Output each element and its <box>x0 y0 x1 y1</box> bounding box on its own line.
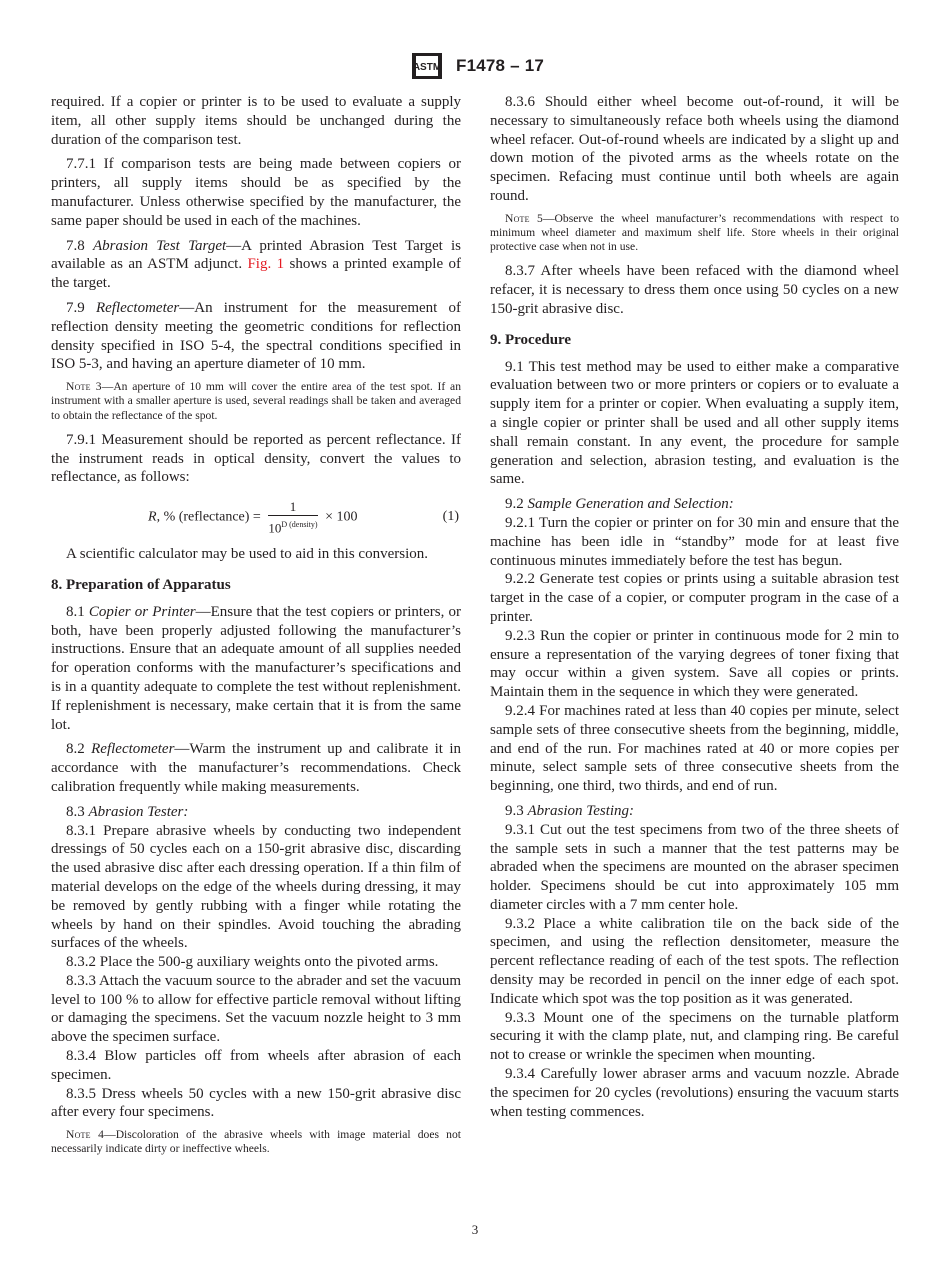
note-3-label: Note 3 <box>66 380 102 394</box>
astm-logo-icon <box>406 50 448 82</box>
paragraph-8-3-6: 8.3.6 Should either wheel become out-of-round, it will be necessary to simultaneously reface both wheels using the diamond wheel refacer. Out-of-round wheels are indicated by a slight up and down motion of the pivoted arms as the wheels rotate on the specimen. Refacing must continue until both wheels are again round. <box>490 94 899 204</box>
paragraph-8-3-4: 8.3.4 Blow particles off from wheels after abrasion of each specimen. <box>51 1048 461 1083</box>
paragraph-8-3-1: 8.3.1 Prepare abrasive wheels by conducting two independent dressings of 50 cycles each on a 150-grit abrasive disc, discarding the used abrasive disc after each dressing operation. If a thin film of material develops on the edge of the wheels during dressing, it may be removed by gently rubbing with a finger while rotating the wheels by hand on their spindles. Avoid touching the abrading surfaces of the wheels. <box>51 822 461 952</box>
equation-fraction <box>268 499 317 535</box>
page-number: 3 <box>471 1222 479 1237</box>
svg-text:ASTM: ASTM <box>412 62 442 73</box>
paragraph-8-3-2: 8.3.2 Place the 500-g auxiliary weights onto the pivoted arms. <box>66 954 439 971</box>
paragraph-7-7-continued: required. If a copier or printer is to be used to evaluate a supply item, all other supply items should be unchanged during the duration of the comparison test. <box>51 94 461 148</box>
paragraph-9-2-1: 9.2.1 Turn the copier or printer on for 30 min and ensure that the machine has been idle in “standby” mode for at least five continuous minutes immediately before the test has begun. <box>490 514 899 569</box>
paragraph-9-3-3: 9.3.3 Mount one of the specimens on the turnable platform securing it with the clamp plate, nut, and clamping ring. Be careful not to crease or wrinkle the specimen when mounting. <box>490 1009 899 1064</box>
equation-number: (1) <box>442 509 459 525</box>
note-3: Note 3—An aperture of 10 mm will cover the entire area of the test spot. If an instrument with a smaller aperture is used, several readings shall be taken and averaged to obtain the reflectance of the spot. <box>51 380 461 422</box>
paragraph-9-2: 9.2 Sample Generation and Selection: <box>505 496 734 513</box>
paragraph-calculator: A scientific calculator may be used to aid in this conversion. <box>66 546 428 563</box>
paragraph-7-9: 7.9 Reflectometer—An instrument for the measurement of reflection density meeting the geometric conditions for reflection density specified in ISO 5-4, the spectral conditions specified in ISO 5-3, and having an aperture diameter of 10 mm. <box>51 299 461 373</box>
note-5-label: Note 5 <box>505 211 543 225</box>
paragraph-9-1: 9.1 This test method may be used to either make a comparative evaluation between two or more printers or copiers or to evaluate a supply item for a printer or copier. When evaluating a supply item, a single copier or printer shall be used and all other supply items shall remain constant. In any event, the procedure for sample generation and selection, abrasion testing, and evaluation is the same. <box>490 358 899 488</box>
paragraph-9-2-2: 9.2.2 Generate test copies or prints using a suitable abrasion test target in the case of a copier, or computer program in the case of a printer. <box>490 571 899 625</box>
paragraph-9-3-4: 9.3.4 Carefully lower abraser arms and vacuum nozzle. Abrade the specimen for 20 cycles (revolutions) ensuring the vacuum starts when testing commences. <box>490 1066 899 1120</box>
paragraph-8-1: 8.1 Copier or Printer—Ensure that the test copiers or printers, or both, have been properly adjusted following the manufacturer’s instructions. Ensure that an adequate amount of all supplies needed for operation conforms with the manufacturer’s specifications and is in a quantity adequate to complete the test without replenishment. If replenishment is necessary, make certain that it is from the same lot. <box>51 603 461 733</box>
paragraph-9-3-2: 9.3.2 Place a white calibration tile on the back side of the specimen, and using the reflection densitometer, measure the percent reflectance reading of each of the test spots. The reflection density may be recorded in pencil on the inner edge of each spot. Indicate which spot was the top position as it was generated. <box>490 915 899 1007</box>
fig-1-link[interactable]: Fig. 1 <box>247 256 285 273</box>
paragraph-7-7-1: 7.7.1 If comparison tests are being made between copiers or printers, all supply items should be as specified by the manufacturer. Unless otherwise specified by the manufacturer, the same paper should be used in each of the machines. <box>51 156 461 229</box>
equation-numerator: 1 <box>268 499 317 516</box>
note-5: Note 5—Observe the wheel manufacturer’s recommendations with respect to minimum wheel diameter and maximum shelf life. Store wheels in their original protective case when not in use. <box>490 211 899 254</box>
paragraph-8-2: 8.2 Reflectometer—Warm the instrument up and calibrate it in accordance with the manufacturer’s recommendations. Check calibration frequently while making measurements. <box>51 741 462 795</box>
section-heading-8: 8. Preparation of Apparatus <box>51 576 231 593</box>
note-4-label: Note 4 <box>66 1128 105 1142</box>
paragraph-9-2-4: 9.2.4 For machines rated at less than 40 copies per minute, select sample sets of three consecutive sheets from the beginning, middle, and end of the run. For machines rated at 40 or more copies per minute, select sample sets of three consecutive sheets from the beginning, one third, two thirds, and end of run. <box>490 702 899 795</box>
paragraph-8-3-7: 8.3.7 After wheels have been refaced with the diamond wheel refacer, it is necessary to dress them once using 50 cycles on a new 150-grit abrasive disc. <box>490 263 899 317</box>
paragraph-7-9-1: 7.9.1 Measurement should be reported as percent reflectance. If the instrument reads in optical density, convert the values to reflectance, as follows: <box>51 431 461 486</box>
paragraph-9-3-1: 9.3.1 Cut out the test specimens from two of the three sheets of the sample sets in such a manner that the test patterns may be abraded when the specimens are mounted on the abraser specimen holder. Specimens should be cut into approximately 105 mm diameter circles with a 7 mm center hole. <box>490 821 899 913</box>
section-heading-9: 9. Procedure <box>490 331 572 348</box>
right-column <box>490 93 899 1121</box>
equation-lhs: , % (reflectance) = <box>156 509 261 525</box>
paragraph-8-3-3: 8.3.3 Attach the vacuum source to the abrader and set the vacuum level to 100 % to allow for effective particle removal without lifting or damaging the specimens. Set the vacuum nozzle height to 3 mm above the specimen surface. <box>51 972 461 1046</box>
left-column <box>51 93 461 1165</box>
reflectance-equation <box>51 493 461 539</box>
page-header <box>0 50 950 84</box>
paragraph-9-3: 9.3 Abrasion Testing: <box>505 802 635 819</box>
reflectometer-term: Reflectometer <box>95 299 180 316</box>
paragraph-7-8: 7.8 Abrasion Test Target—A printed Abrasion Test Target is available as an ASTM adjunct. Fig. 1 shows a printed example of the target. <box>51 237 462 292</box>
paragraph-9-2-3: 9.2.3 Run the copier or printer in continuous mode for 2 min to ensure a representation of the varying degrees of toner fixing that may occur within a given system. Save all copies or prints. Maintain them in the sequence in which they were generated. <box>490 627 899 701</box>
equation-denominator: $10^{D (density)}$ <box>268 520 318 536</box>
note-4: Note 4—Discoloration of the abrasive wheels with image material does not necessarily indicate dirty or ineffective wheels. <box>51 1128 461 1156</box>
document-id: F1478 – 17 <box>455 56 544 75</box>
equation-rhs: × 100 <box>325 509 358 525</box>
paragraph-8-3-5: 8.3.5 Dress wheels 50 cycles with a new 150-grit abrasive disc after every four specimens. <box>51 1085 461 1121</box>
equation-variable-r: R <box>148 509 157 525</box>
abrasion-test-target-term: Abrasion Test Target <box>92 237 227 254</box>
paragraph-8-3: 8.3 Abrasion Tester: <box>66 803 189 820</box>
